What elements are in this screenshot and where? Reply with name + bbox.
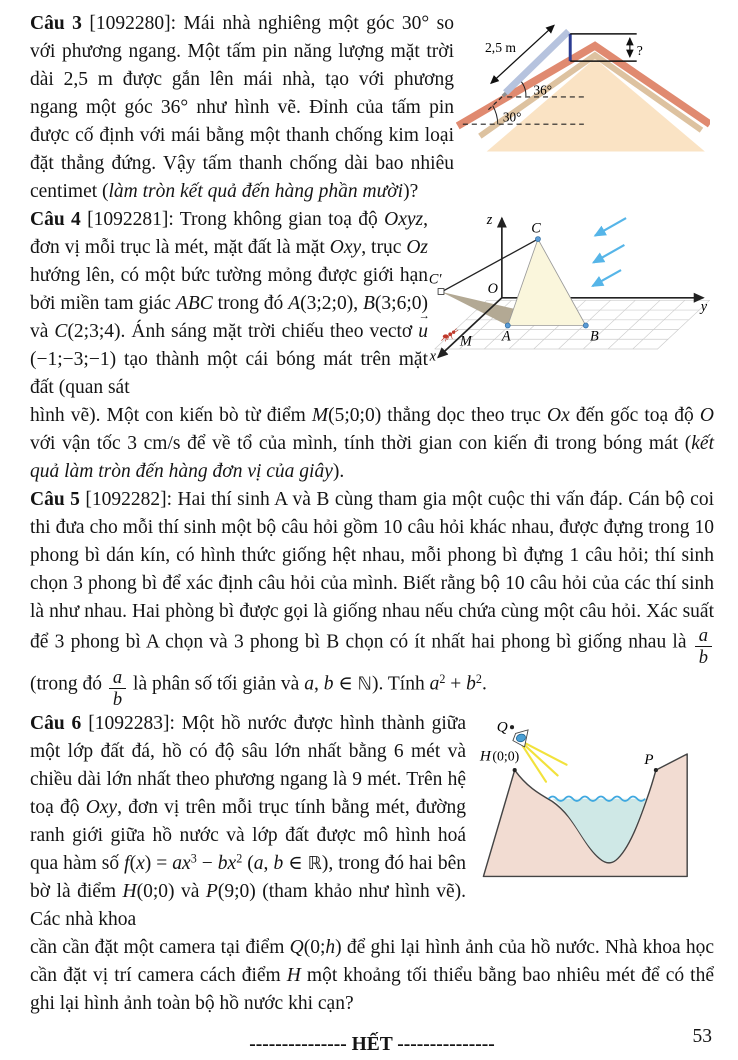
svg-text:Q: Q <box>496 718 508 736</box>
panel-length-label: 2,5 m <box>484 39 517 55</box>
lake-figure <box>470 712 714 884</box>
svg-text:O: O <box>487 280 498 297</box>
svg-text:H: H <box>479 747 491 765</box>
svg-text:P: P <box>644 750 654 768</box>
svg-text:A: A <box>501 328 511 345</box>
sunlight-arrows-icon <box>592 218 626 286</box>
svg-text:z: z <box>486 211 493 228</box>
question-6-text: Câu 6 [1092283]: Một hồ nước được hình thành giữa một lớp đất đá, hồ có độ sâu lớn nhất bằng 6 mét và chiều dài lớn nhất theo phương ngang là 9 mét. Trên hệ toạ độ Oxy, đơn vị trên mỗi trục tính bằng mét, đường ranh giới giữa hồ nước và lớp đất được mô hình hoá qua hàm số $f(x) = ax^3 - bx^2$ (a, b ∈ ℝ), trong đó hai bên bờ là điểm H(0;0) và P(9;0) (tham khảo như hình vẽ). Các nhà khoa <box>30 712 467 930</box>
svg-text:M: M <box>459 333 472 350</box>
point-H-dot <box>513 768 517 772</box>
point-P-dot <box>654 768 658 772</box>
lake-labels <box>479 718 654 767</box>
height-question-label: ? <box>636 43 643 59</box>
question-5-text: Câu 5 [1092282]: Hai thí sinh A và B cùng tham gia một cuộc thi vấn đáp. Cán bộ coi thi đưa cho mỗi thí sinh một bộ câu hỏi gồm 10 câu hỏi khác nhau, được đựng trong 10 phong bì dán kín, có hình thức giống hệt nhau, mỗi phong bì đựng 1 câu hỏi; thí sinh chọn 3 phong bì để xác định câu hỏi của mình. Biết rằng bộ 10 câu hỏi của các thí sinh là như nhau. Hai phòng bì được gọi là giống nhau nếu chứa cùng một câu hỏi. Xác suất để 3 phong bì A chọn và 3 phong bì B chọn có ít nhất hai phong bì giống nhau là $\frac{a}{b}$ (trong đó $\frac{a}{b}$ là phân số tối giản và a, b ∈ ℕ). Tính $a^2 + b^2$. <box>30 489 714 711</box>
question-3-text: Câu 3 [1092280]: Mái nhà nghiêng một góc 30° so với phương ngang. Một tấm pin năng lượng mặt trời dài 2,5 m được gắn lên mái nhà, tạo với phương ngang một góc 36° như hình vẽ. Đỉnh của tấm pin được cố định với mái bằng một thanh chống kim loại đặt thẳng đứng. Vậy tấm thanh chống dài bao nhiêu centimet (làm tròn kết quả đến hàng phần mười)? <box>30 13 454 202</box>
svg-text:C: C <box>531 220 541 237</box>
question-4-continued: hình vẽ). Một con kiến bò từ điểm M(5;0;0) thẳng dọc theo trục Ox đến gốc toạ độ O với vận tốc 3 cm/s để về tổ của mình, tính thời gian con kiến đi trong bóng mát (kết quả làm tròn đến hàng đơn vị của giây). <box>30 405 714 482</box>
coordinate-space-figure <box>428 208 710 364</box>
svg-text:B: B <box>589 328 599 345</box>
svg-text:(0;0): (0;0) <box>492 748 520 764</box>
panel-angle-label: 36° <box>533 82 553 98</box>
question-6-continued: cần cần đặt một camera tại điểm Q(0;h) để ghi lại hình ảnh của hồ nước. Nhà khoa học cần đặt vị trí camera cách điểm H một khoảng tối thiểu bằng bao nhiêu mét để có thể ghi lại hình ảnh toàn bộ hồ nước khi cạn? <box>30 936 714 1014</box>
question-4-text: Câu 4 [1092281]: Trong không gian toạ độ Oxyz, đơn vị mỗi trục là mét, mặt đất là mặt Oxy, trục Oz hướng lên, có một bức tường mỏng được giới hạn bởi miền tam giác ABC trong đó A(3;2;0), B(3;6;0) và C(2;3;4). Ánh sáng mặt trời chiếu theo vectơ u →(−1;−3;−1) tạo thành một cái bóng mát trên mặt đất (quan sát <box>30 206 428 402</box>
point-Q-dot <box>510 725 514 729</box>
wall-triangle <box>508 239 586 325</box>
question-6 <box>30 710 714 934</box>
question-3 <box>30 10 714 206</box>
question-5 <box>30 486 714 710</box>
point-C <box>535 237 540 242</box>
page-number: 53 <box>692 1026 712 1047</box>
roof-angle-label: 30° <box>502 109 522 125</box>
camera-light-rays <box>523 743 567 781</box>
svg-text:C′: C′ <box>428 271 442 288</box>
point-A <box>505 323 510 328</box>
question-4 <box>30 206 714 402</box>
roof-figure <box>456 10 710 153</box>
svg-text:x: x <box>429 348 437 365</box>
point-B <box>583 323 588 328</box>
point-C-prime-marker <box>438 289 444 295</box>
svg-text:y: y <box>700 299 708 316</box>
end-marker: --------------- HẾT --------------- <box>249 1033 495 1055</box>
